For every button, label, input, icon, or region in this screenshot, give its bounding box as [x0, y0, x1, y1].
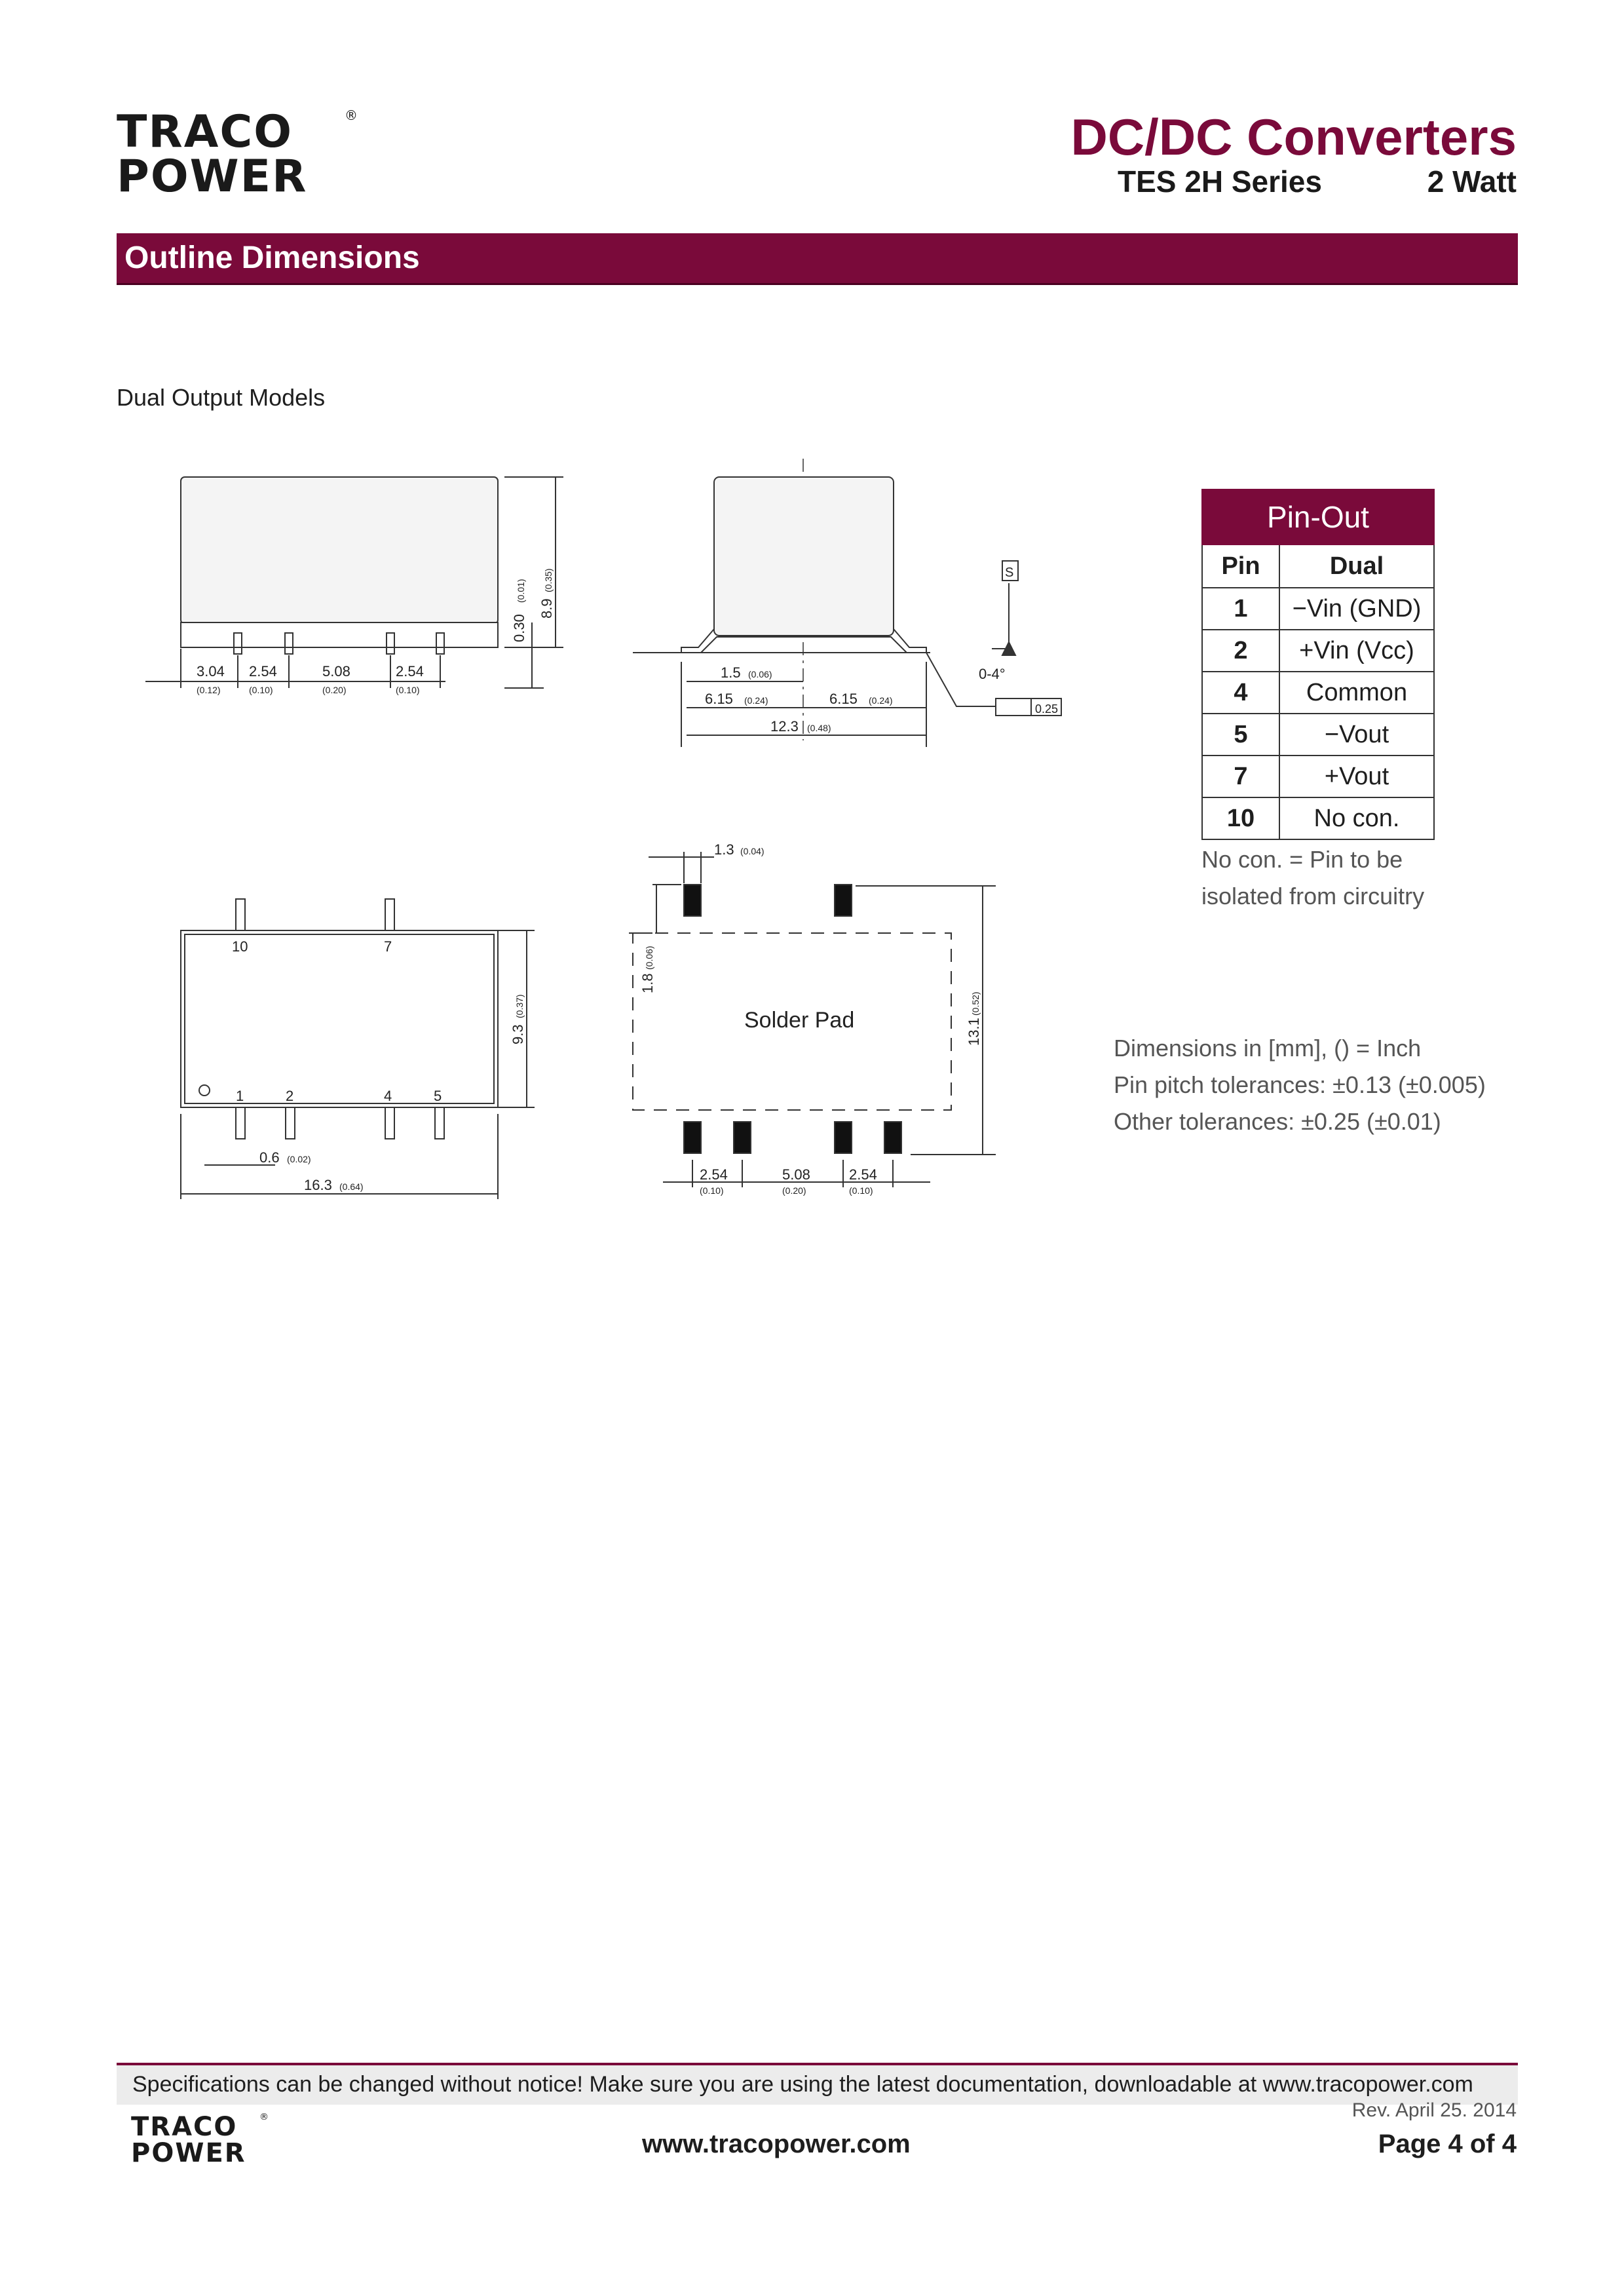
dim-text: (0.52) [970, 991, 981, 1016]
pinout-note [1201, 841, 1424, 915]
dim-text: 6.15 [829, 691, 858, 707]
table-row [1202, 797, 1434, 839]
models-subtitle: Dual Output Models [117, 384, 326, 411]
logo-line1: TRACO [117, 106, 293, 158]
dim-text: (0.64) [339, 1181, 364, 1192]
footer-logo [131, 2112, 269, 2168]
dim-text: (0.04) [740, 846, 765, 856]
tolerance-notes [1114, 1030, 1486, 1140]
dim-text: 5.08 [782, 1166, 810, 1183]
series-name: TES 2H Series [1118, 164, 1322, 199]
footer-logo-line2: POWER [131, 2138, 246, 2168]
dim-text: (0.20) [322, 685, 347, 695]
logo-registered-mark: ® [345, 107, 358, 123]
website-link[interactable]: www.tracopower.com [642, 2130, 911, 2158]
dim-text: 2.54 [849, 1166, 877, 1183]
dim-text: (0.02) [287, 1154, 311, 1164]
pin-function: −Vin (GND) [1279, 588, 1434, 630]
pin-label: 1 [236, 1088, 244, 1104]
dim-text: 5.08 [322, 663, 350, 679]
pin-number: 2 [1202, 630, 1279, 672]
dim-text: 12.3 [770, 718, 799, 735]
pinout-note-line2: isolated from circuitry [1201, 883, 1425, 909]
datum-label: S [1005, 565, 1014, 580]
dim-text: (0.01) [516, 579, 526, 603]
document-title: DC/DC Converters [1070, 108, 1517, 166]
pin-function: +Vout [1279, 756, 1434, 797]
dim-text: 9.3 [510, 1024, 526, 1044]
power-rating: 2 Watt [1427, 164, 1517, 199]
solder-pad-label: Solder Pad [744, 1008, 855, 1033]
dual-column-header: Dual [1279, 545, 1434, 588]
page-number: Page 4 of 4 [1378, 2130, 1517, 2158]
dim-text: 8.9 [538, 598, 555, 619]
dim-text: 16.3 [304, 1177, 332, 1193]
pinout-title: Pin-Out [1202, 489, 1434, 545]
dim-text: 1.8 [639, 973, 656, 993]
side-view-drawing [145, 477, 563, 688]
dim-text: 0-4° [979, 666, 1006, 682]
dim-text: (0.10) [396, 685, 420, 695]
dim-text: 0.25 [1035, 702, 1059, 716]
dim-text: (0.37) [514, 994, 525, 1018]
footer-logo-registered-mark: ® [259, 2112, 269, 2122]
dim-text: (0.20) [782, 1185, 806, 1196]
pin-number: 1 [1202, 588, 1279, 630]
dim-text: (0.12) [197, 685, 221, 695]
dim-text: (0.48) [807, 723, 831, 733]
dim-text: 2.54 [396, 663, 424, 679]
dim-text: 2.54 [249, 663, 277, 679]
logo-line2: POWER [117, 151, 308, 202]
pin-number: 5 [1202, 714, 1279, 756]
table-row [1202, 714, 1434, 756]
pin-function: +Vin (Vcc) [1279, 630, 1434, 672]
dim-text: (0.24) [744, 695, 768, 706]
pin-label: 5 [434, 1088, 442, 1104]
dim-text: (0.10) [700, 1185, 724, 1196]
pin-number: 4 [1202, 672, 1279, 714]
dim-text: 13.1 [966, 1018, 982, 1046]
pinout-table [1201, 489, 1435, 840]
dim-text: 3.04 [197, 663, 225, 679]
pin-function: Common [1279, 672, 1434, 714]
dim-text: (0.10) [849, 1185, 873, 1196]
revision-date: Rev. April 25. 2014 [1351, 2099, 1517, 2121]
dim-text: 2.54 [700, 1166, 728, 1183]
dim-text: 0.6 [259, 1149, 280, 1166]
pin-column-header: Pin [1202, 545, 1279, 588]
dim-text: (0.06) [748, 669, 772, 679]
table-row [1202, 756, 1434, 797]
pin-label: 2 [286, 1088, 294, 1104]
tolerance-line1: Dimensions in [mm], () = Inch [1114, 1035, 1422, 1062]
table-row [1202, 630, 1434, 672]
footer-logo-line1: TRACO [131, 2112, 238, 2142]
dim-text: 0.30 [511, 614, 527, 642]
pin-label: 10 [232, 938, 248, 955]
pin-label: 4 [384, 1088, 392, 1104]
dim-text: (0.06) [644, 946, 654, 970]
dim-text: (0.35) [543, 568, 554, 592]
footer-notice: Specifications can be changed without notice! Make sure you are using the latest documentation, downloadable at www.tracopower.com [132, 2072, 1473, 2097]
dim-text: (0.24) [869, 695, 893, 706]
dim-text: 1.3 [714, 841, 734, 858]
section-title: Outline Dimensions [124, 240, 420, 275]
dim-text: 6.15 [705, 691, 733, 707]
pin-number: 7 [1202, 756, 1279, 797]
pin-number: 10 [1202, 797, 1279, 839]
tolerance-line2: Pin pitch tolerances: ±0.13 (±0.005) [1114, 1071, 1486, 1098]
pin-label: 7 [384, 938, 392, 955]
pinout-note-line1: No con. = Pin to be [1201, 846, 1403, 873]
pin-function: No con. [1279, 797, 1434, 839]
dim-text: (0.10) [249, 685, 273, 695]
table-row [1202, 672, 1434, 714]
tolerance-line3: Other tolerances: ±0.25 (±0.01) [1114, 1108, 1441, 1135]
footer-notice-bar [117, 2063, 1518, 2105]
dim-text: 1.5 [721, 664, 741, 681]
table-row [1202, 588, 1434, 630]
pin-function: −Vout [1279, 714, 1434, 756]
